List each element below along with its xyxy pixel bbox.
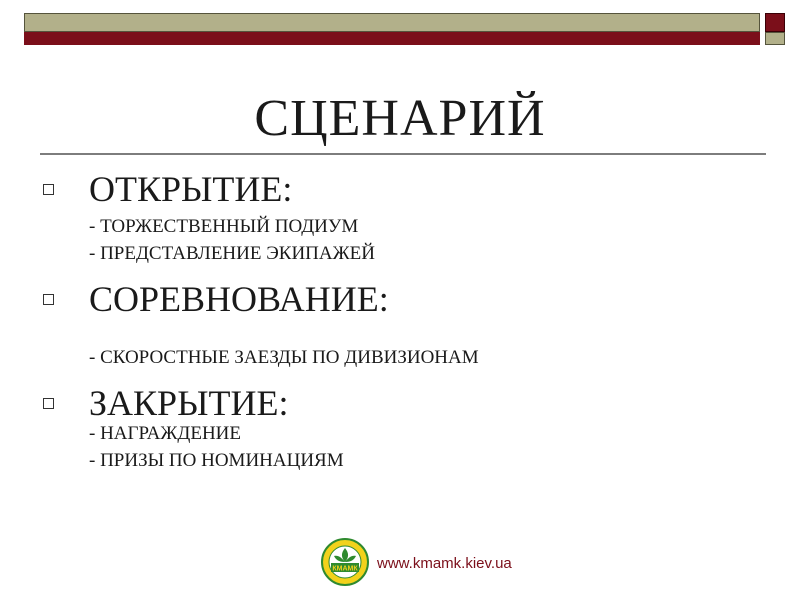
section-heading-competition: СОРЕВНОВАНИЕ: bbox=[89, 279, 389, 319]
header-bar-maroon bbox=[24, 32, 760, 45]
section-item: - СКОРОСТНЫЕ ЗАЕЗДЫ ПО ДИВИЗИОНАМ bbox=[89, 347, 479, 368]
section-item: - ТОРЖЕСТВЕННЫЙ ПОДИУМ bbox=[89, 216, 359, 237]
section-item: - ПРЕДСТАВЛЕНИЕ ЭКИПАЖЕЙ bbox=[89, 243, 375, 264]
hollow-square-bullet-icon bbox=[43, 398, 54, 409]
header-corner-square-top bbox=[765, 13, 785, 32]
hollow-square-bullet-icon bbox=[43, 184, 54, 195]
svg-text:КМАМК: КМАМК bbox=[332, 565, 358, 573]
hollow-square-bullet-icon bbox=[43, 294, 54, 305]
kmamk-logo-icon bbox=[320, 538, 370, 586]
section-heading-opening: ОТКРЫТИЕ: bbox=[89, 169, 293, 209]
section-item: - ПРИЗЫ ПО НОМИНАЦИЯМ bbox=[89, 450, 344, 471]
header-corner-square-bottom bbox=[765, 32, 785, 45]
slide-title: СЦЕНАРИЙ bbox=[254, 90, 546, 147]
section-item: - НАГРАЖДЕНИЕ bbox=[89, 423, 241, 444]
website-link[interactable]: www.kmamk.kiev.ua bbox=[377, 555, 512, 572]
header-bar-olive bbox=[24, 13, 760, 32]
section-heading-closing: ЗАКРЫТИЕ: bbox=[89, 383, 289, 423]
title-divider bbox=[40, 153, 766, 155]
